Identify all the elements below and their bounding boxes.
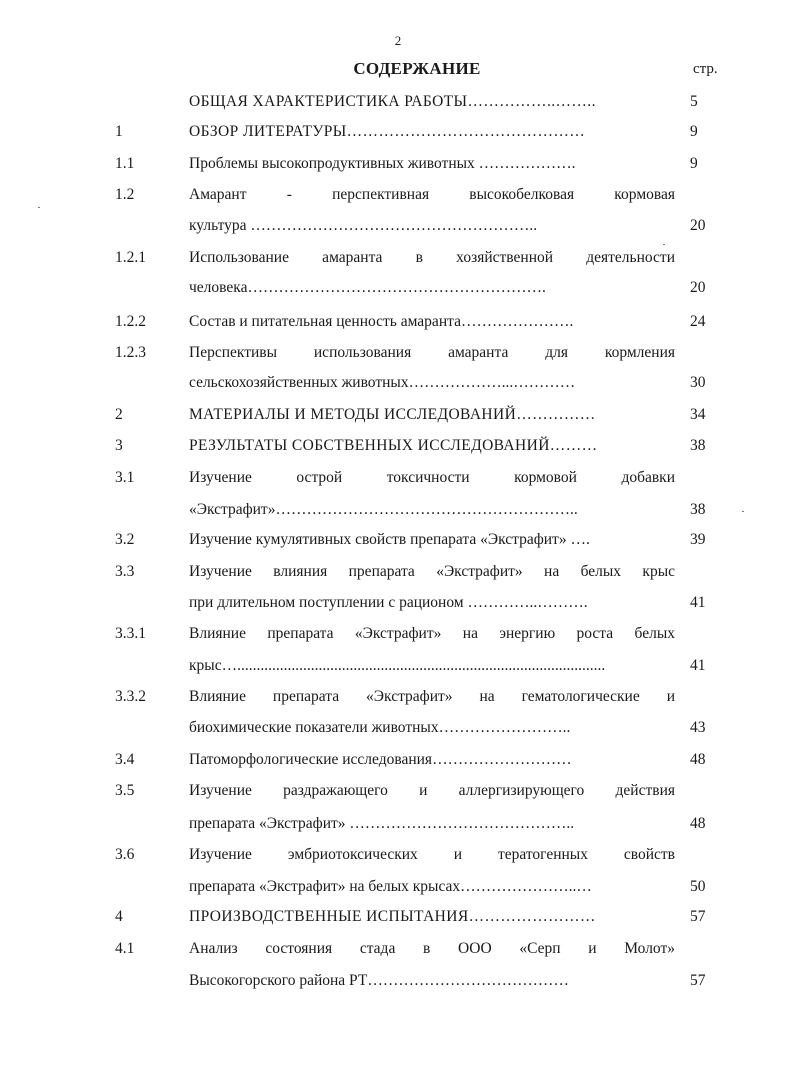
toc-entry-page: 20 <box>690 279 706 296</box>
toc-entry <box>0 341 796 365</box>
toc-entry-continuation <box>0 716 796 740</box>
page-number: 2 <box>394 33 402 48</box>
toc-entry-title: Изучение влияния препарата «Экстрафит» на белых крыс <box>189 563 675 580</box>
toc-entry-title-continued: крыс…............................................................................................... <box>189 657 606 674</box>
toc-entry <box>0 120 796 144</box>
toc-entry-title-continued: культура ……………………………………………….. <box>189 217 538 234</box>
toc-entry-number: 3 <box>115 437 123 454</box>
toc-entry-page: 39 <box>690 531 706 548</box>
toc-entry-title: Патоморфологические исследования……………………… <box>189 751 572 768</box>
toc-entry-page: 38 <box>690 501 706 518</box>
toc-entry-page: 30 <box>690 374 706 391</box>
toc-entry-continuation <box>0 214 796 238</box>
toc-entry <box>0 528 796 552</box>
toc-entry-page: 20 <box>690 217 706 234</box>
toc-entry-number: 3.6 <box>115 846 135 863</box>
toc-entry-number: 4.1 <box>115 940 135 957</box>
scan-speck <box>38 207 40 208</box>
toc-entry-number: 2 <box>115 406 123 423</box>
toc-entry <box>0 779 796 803</box>
toc-entry <box>0 748 796 772</box>
toc-entry-page: 57 <box>690 908 706 925</box>
toc-entry-page: 9 <box>690 123 698 140</box>
toc-entry-title: Амарант - перспективная высокобелковая кормовая <box>189 186 675 203</box>
toc-entry <box>0 183 796 207</box>
toc-entry-number: 3.4 <box>115 751 135 768</box>
toc-entry-continuation <box>0 498 796 522</box>
toc-entry-title: ПРОИЗВОДСТВЕННЫЕ ИСПЫТАНИЯ…………………… <box>189 908 596 925</box>
toc-entry <box>0 466 796 490</box>
toc-entry-page: 48 <box>690 815 706 832</box>
toc-entry <box>0 403 796 427</box>
scan-speck <box>663 244 665 245</box>
toc-entry-title: МАТЕРИАЛЫ И МЕТОДЫ ИССЛЕДОВАНИЙ…………… <box>189 406 596 423</box>
toc-entry-page: 34 <box>690 406 706 423</box>
toc-entry-title-continued: человека…………………………………………………. <box>189 279 546 296</box>
toc-entry-continuation <box>0 812 796 836</box>
toc-entry-title: ОБЩАЯ ХАРАКТЕРИСТИКА РАБОТЫ……………..…….. <box>189 93 596 110</box>
toc-entry-continuation <box>0 591 796 615</box>
toc-entry-title: ОБЗОР ЛИТЕРАТУРЫ……………………………………… <box>189 123 586 140</box>
toc-entry-continuation <box>0 875 796 899</box>
scan-speck <box>742 511 744 512</box>
toc-entry-number: 1.2.3 <box>115 344 146 361</box>
toc-entry-number: 3.5 <box>115 782 135 799</box>
toc-entry <box>0 310 796 334</box>
toc-entry <box>0 246 796 270</box>
toc-entry-page: 41 <box>690 594 706 611</box>
toc-entry-continuation <box>0 969 796 993</box>
toc-entry <box>0 622 796 646</box>
toc-entry-title: Изучение острой токсичности кормовой добавки <box>189 469 675 486</box>
toc-entry-page: 24 <box>690 313 706 330</box>
toc-entry-page: 48 <box>690 751 706 768</box>
toc-entry-page: 57 <box>690 972 706 989</box>
toc-entry-title: Анализ состояния стада в ООО «Серп и Молот» <box>189 940 675 957</box>
toc-entry-page: 50 <box>690 878 706 895</box>
toc-entry-number: 1.1 <box>115 155 135 172</box>
toc-entry-number: 3.3 <box>115 563 135 580</box>
toc-entry-number: 3.3.2 <box>115 688 146 705</box>
toc-entry-page: 5 <box>690 93 698 110</box>
toc-entry <box>0 905 796 929</box>
toc-entry-title: Влияние препарата «Экстрафит» на гематологические и <box>189 688 675 705</box>
toc-entry-number: 3.2 <box>115 531 135 548</box>
toc-entry-title: Изучение раздражающего и аллергизирующего действия <box>189 782 675 799</box>
toc-entry <box>0 843 796 867</box>
toc-entry-continuation <box>0 654 796 678</box>
toc-entry-number: 1.2.1 <box>115 249 146 266</box>
toc-entry-page: 41 <box>690 657 706 674</box>
toc-entry-continuation <box>0 371 796 395</box>
toc-entry <box>0 90 796 114</box>
toc-entry-page: 43 <box>690 719 706 736</box>
toc-entry-continuation <box>0 276 796 300</box>
toc-entry <box>0 434 796 458</box>
toc-entry-title-continued: «Экстрафит»………………………………………………….. <box>189 501 578 518</box>
toc-entry-title-continued: препарата «Экстрафит» …………………………………….. <box>189 815 575 832</box>
toc-entry <box>0 937 796 961</box>
toc-entry-number: 3.1 <box>115 469 135 486</box>
toc-entry-number: 1.2.2 <box>115 313 146 330</box>
toc-entry-number: 1.2 <box>115 186 135 203</box>
toc-entry-number: 1 <box>115 123 123 140</box>
toc-entry-title-continued: сельскохозяйственных животных………………...………… <box>189 374 576 391</box>
toc-entry-title: Изучение кумулятивных свойств препарата «Экстрафит» …. <box>189 531 590 548</box>
page-column-label: стр. <box>693 61 718 77</box>
toc-entry-title: Изучение эмбриотоксических и тератогенных свойств <box>189 846 675 863</box>
toc-entry-page: 9 <box>690 155 698 172</box>
toc-entry-title-continued: препарата «Экстрафит» на белых крысах…………………..… <box>189 878 592 895</box>
toc-entry-title-continued: Высокогорского района РТ………………………………… <box>189 972 569 989</box>
toc-entry-title: Состав и питательная ценность амаранта…………………. <box>189 313 574 330</box>
toc-entry-title: Влияние препарата «Экстрафит» на энергию роста белых <box>189 625 675 642</box>
toc-entry-number: 3.3.1 <box>115 625 146 642</box>
toc-entry <box>0 152 796 176</box>
toc-entry-title: Использование амаранта в хозяйственной деятельности <box>189 249 675 266</box>
toc-entry-title-continued: при длительном поступлении с рационом …………..………. <box>189 594 588 611</box>
toc-entry-title-continued: биохимические показатели животных…………………….. <box>189 719 571 736</box>
toc-entry <box>0 685 796 709</box>
toc-entry-title: РЕЗУЛЬТАТЫ СОБСТВЕННЫХ ИССЛЕДОВАНИЙ……… <box>189 437 598 454</box>
toc-entry-title: Проблемы высокопродуктивных животных ………………. <box>189 155 576 172</box>
toc-entry-page: 38 <box>690 437 706 454</box>
toc-entry <box>0 560 796 584</box>
toc-entry-title: Перспективы использования амаранта для кормления <box>189 344 675 361</box>
toc-entry-number: 4 <box>115 908 123 925</box>
contents-heading: СОДЕРЖАНИЕ <box>353 59 481 78</box>
